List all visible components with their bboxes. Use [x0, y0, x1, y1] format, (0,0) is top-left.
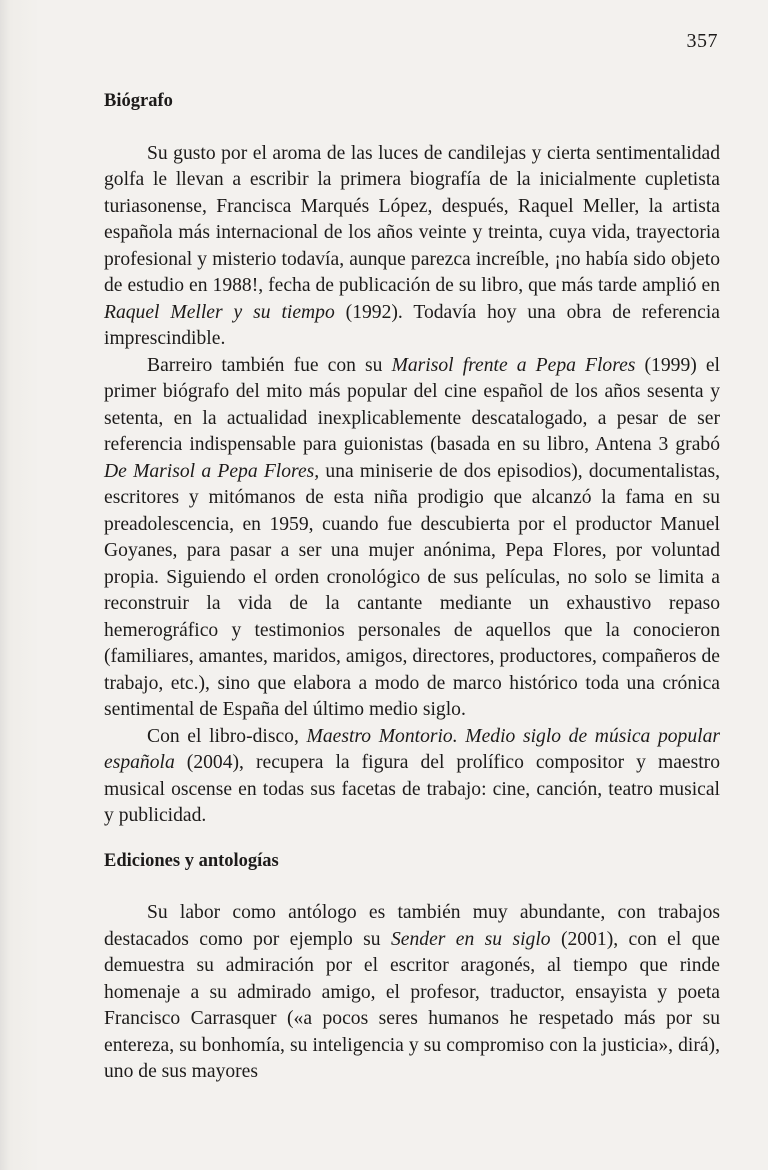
paragraph-text: (2001), con el que demuestra su admiración por el escritor aragonés, al tiempo que rinde homenaje a su admirado amigo, el profesor, traductor, ensayista y poeta Francisco Carrasquer («a pocos seres humanos he respetado más por su entereza, su bonhomía, su inteligencia y su compromiso con la justicia», dirá), uno de sus mayores — [104, 928, 720, 1082]
paragraph-text: Su gusto por el aroma de las luces de candilejas y cierta sentimentalidad golfa le llevan a escribir la primera biografía de la inicialmente cupletista turiasonense, Francisca Marqués López, después, Raquel Meller, la artista española más internacional de los años veinte y treinta, cuya vida, trayectoria profesional y misterio todavía, aunque parezca increíble, ¡no había sido objeto de estudio en 1988!, fecha de publicación de su libro, que más tarde amplió en — [104, 142, 720, 296]
series-title: De Marisol a Pepa Flores, — [104, 460, 320, 482]
book-title: Raquel Meller y su tiempo — [104, 301, 335, 323]
paragraph — [104, 900, 720, 1086]
paragraph-text: Con el libro-disco, — [147, 725, 307, 747]
page-number: 357 — [686, 30, 718, 52]
paragraph-text: Su labor como antólogo es también muy abundante, con trabajos destacados como por ejemplo su — [104, 902, 720, 950]
book-title: Marisol frente a Pepa Flores — [391, 354, 636, 376]
section-heading-ediciones: Ediciones y antologías — [104, 850, 279, 871]
book-title: Maestro Montorio. Medio siglo de música popular española — [104, 725, 721, 773]
paragraph-text: (1992). Todavía hoy una obra de referencia imprescindible. — [104, 301, 720, 349]
paragraph-text: Barreiro también fue con su — [147, 354, 392, 376]
page-body — [104, 88, 720, 1086]
paragraph-text: (2004), recupera la figura del prolífico compositor y maestro musical oscense en todas sus facetas de trabajo: cine, canción, teatro musical y publicidad. — [104, 752, 720, 826]
paragraph — [104, 141, 720, 353]
paragraph — [104, 353, 720, 724]
paragraph-text: (1999) el primer biógrafo del mito más popular del cine español de los años sesenta y setenta, en la actualidad inexplicablemente descatalogado, a pesar de ser referencia indispensable para guionistas (basada en su libro, Antena 3 grabó — [104, 354, 720, 455]
book-title: Sender en su siglo — [391, 928, 551, 950]
paragraph — [104, 724, 720, 830]
paragraph-text: una miniserie de dos episodios), documentalistas, escritores y mitómanos de esta niña prodigio que alcanzó la fama en su preadolescencia, en 1959, cuando fue descubierta por el productor Manuel Goyanes, para pasar a ser una mujer anónima, Pepa Flores, por voluntad propia. Siguiendo el orden cronológico de sus películas, no solo se limita a reconstruir la vida de la cantante mediante un exhaustivo repaso hemerográfico y testimonios personales de aquellos que la conocieron (familiares, amantes, maridos, amigos, directores, productores, compañeros de trabajo, etc.), sino que elabora a modo de marco histórico toda una crónica sentimental de España del último medio siglo. — [104, 460, 720, 720]
section-heading-biografo: Biógrafo — [104, 91, 173, 111]
